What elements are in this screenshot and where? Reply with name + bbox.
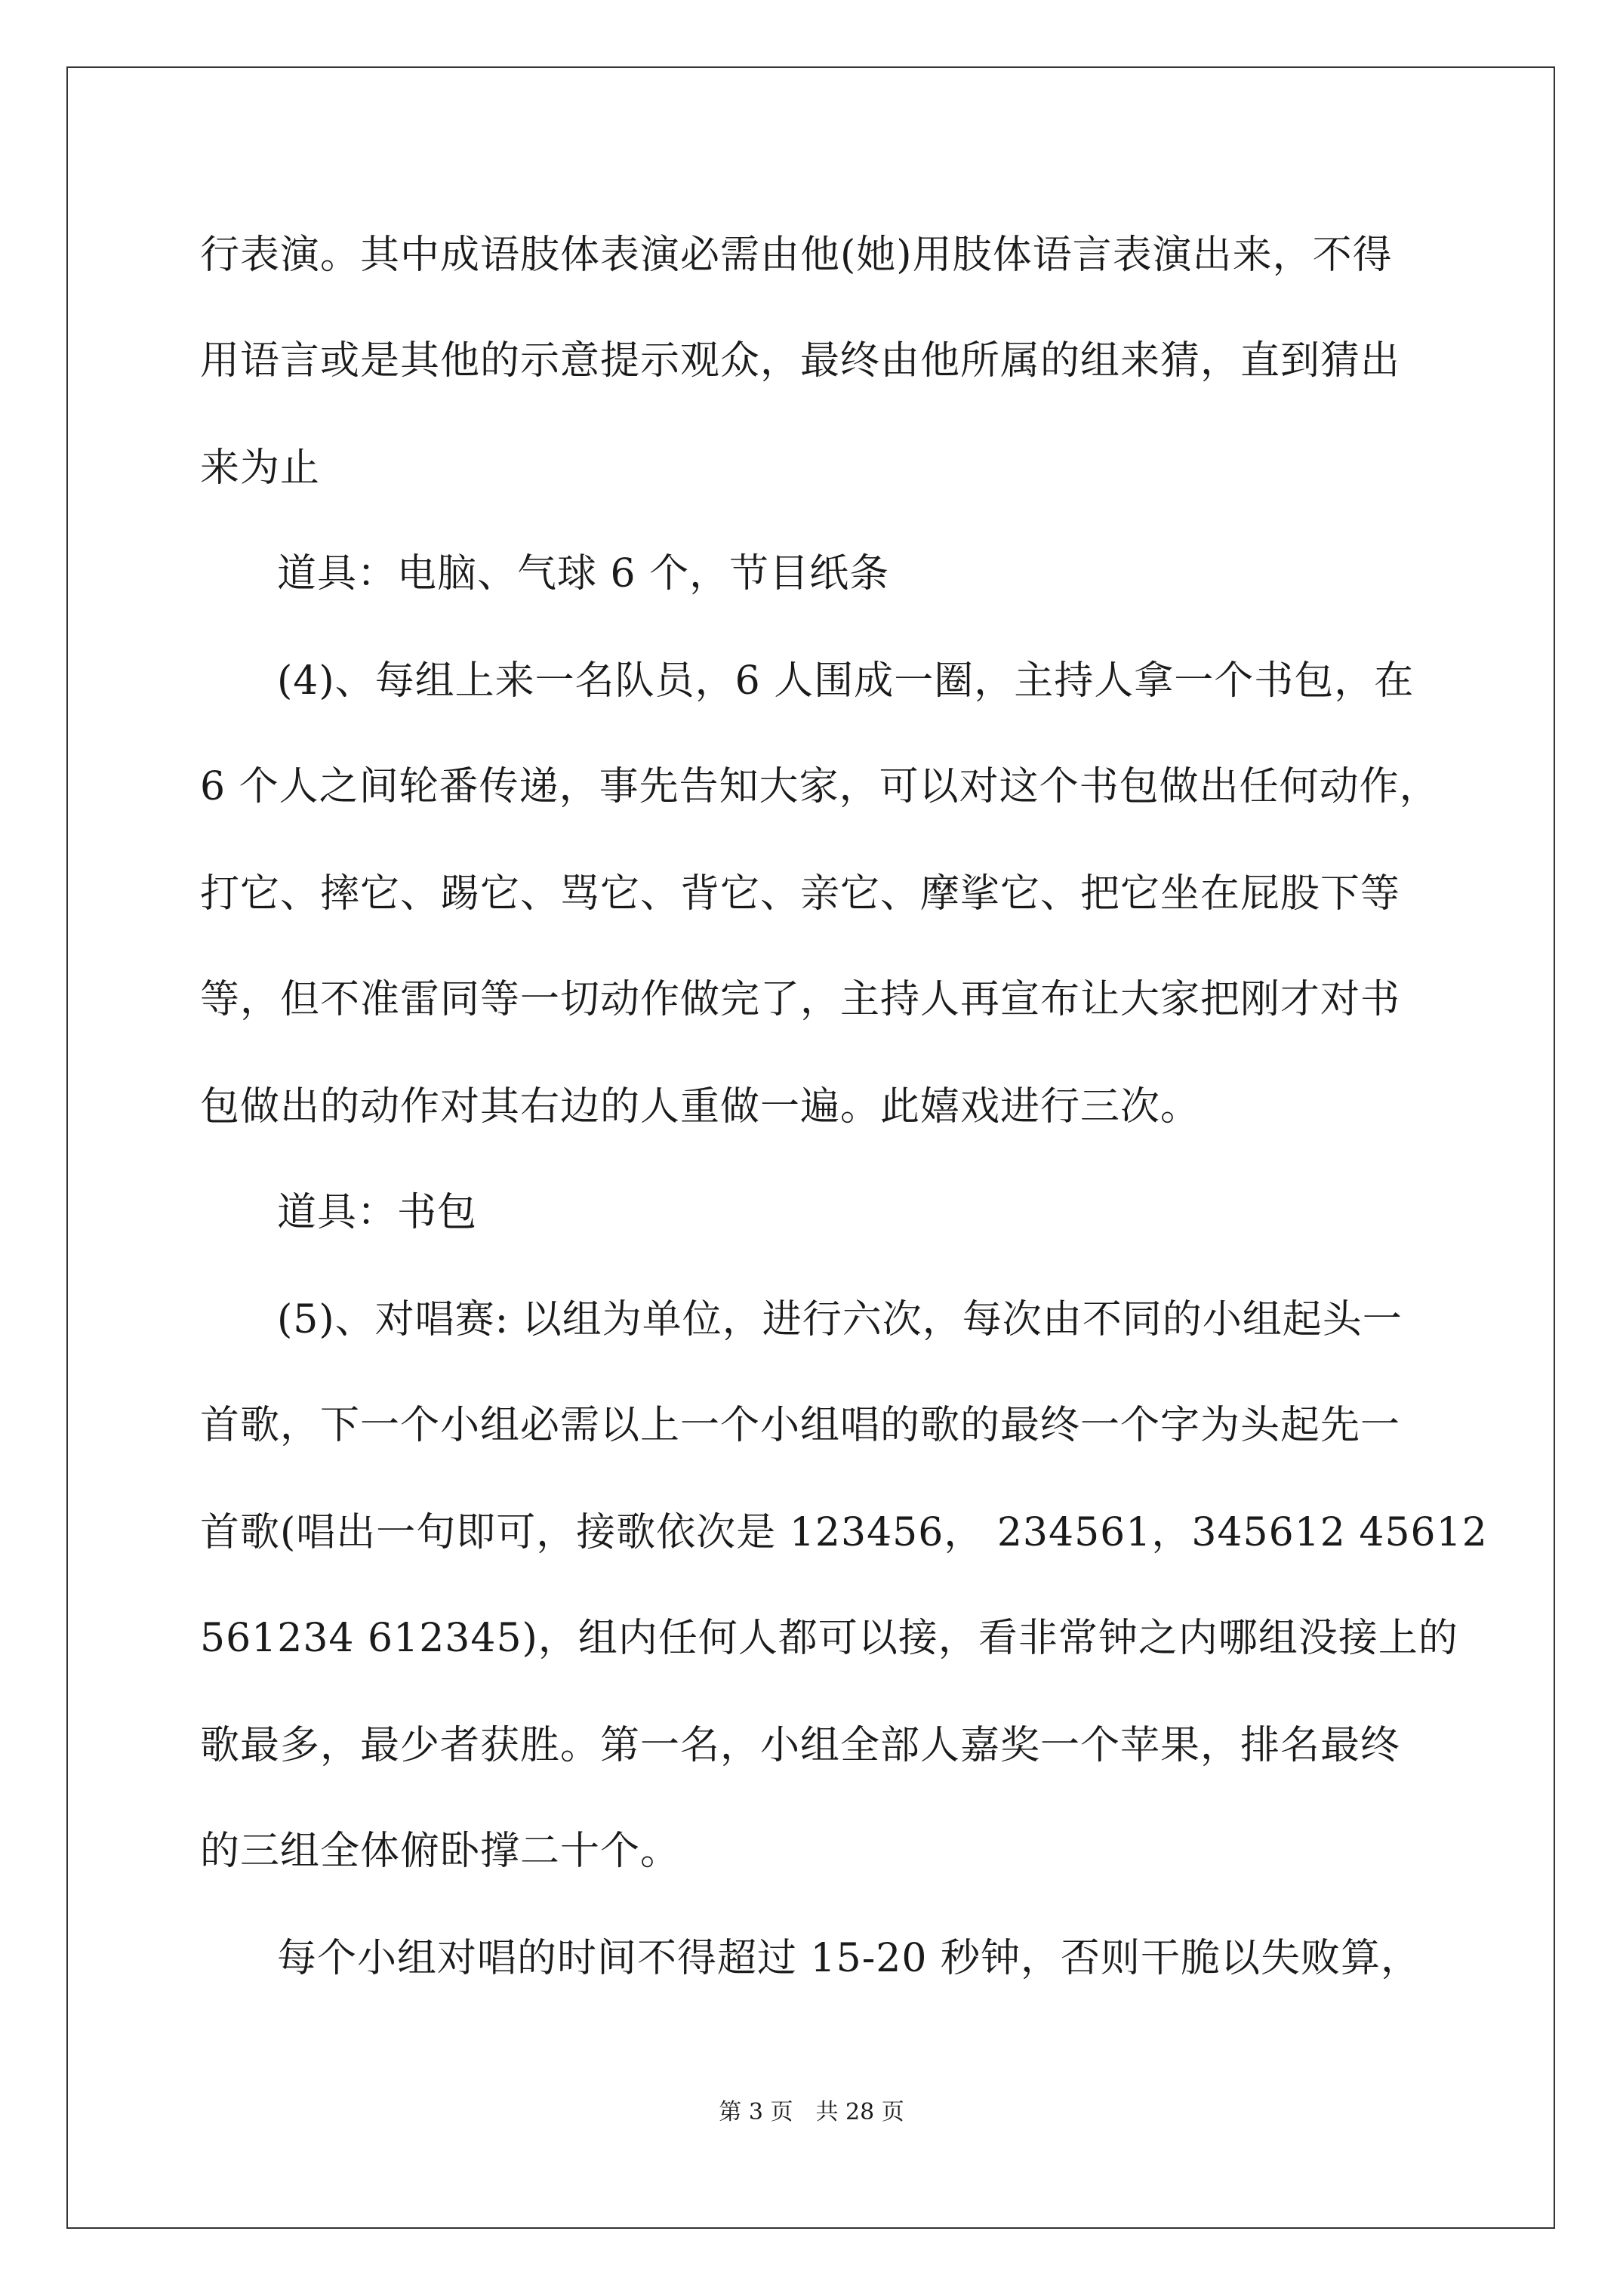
text-line: 6 个人之间轮番传递，事先告知大家，可以对这个书包做出任何动作， [200, 764, 1440, 809]
text-line: 首歌(唱出一句即可，接歌依次是 123456， 234561，345612 45612 [200, 1510, 1488, 1555]
text-line: 歌最多，最少者获胜。第一名，小组全部人嘉奖一个苹果，排名最终 [200, 1723, 1401, 1768]
page-border [66, 66, 1555, 2229]
text-line: 首歌，下一个小组必需以上一个小组唱的歌的最终一个字为头起先一 [200, 1403, 1401, 1448]
text-line: (4)、每组上来一名队员，6 人围成一圈，主持人拿一个书包，在 [277, 658, 1415, 704]
text-line: 561234 612345)，组内任何人都可以接，看非常钟之内哪组没接上的 [200, 1616, 1458, 1661]
text-line: 道具：电脑、气球 6 个，节目纸条 [277, 551, 890, 596]
text-line: (5)、对唱赛: 以组为单位，进行六次，每次由不同的小组起头一 [277, 1297, 1403, 1342]
text-line: 来为止 [200, 445, 321, 491]
text-line: 等，但不准雷同等一切动作做完了，主持人再宣布让大家把刚才对书 [200, 977, 1401, 1022]
text-line: 每个小组对唱的时间不得超过 15-20 秒钟，否则干脆以失败算， [277, 1936, 1421, 1981]
text-line: 打它、摔它、踢它、骂它、背它、亲它、摩挲它、把它坐在屁股下等 [200, 871, 1401, 917]
text-line: 包做出的动作对其右边的人重做一遍。此嬉戏进行三次。 [200, 1084, 1201, 1130]
text-line: 用语言或是其他的示意提示观众，最终由他所属的组来猜，直到猜出 [200, 338, 1401, 384]
page-number-label: 第 3 页 共 28 页 [719, 2099, 904, 2125]
text-line: 道具：书包 [277, 1190, 478, 1235]
text-line: 的三组全体俯卧撑二十个。 [200, 1829, 681, 1874]
text-line: 行表演。其中成语肢体表演必需由他(她)用肢体语言表演出来，不得 [200, 233, 1393, 278]
page-footer [0, 2099, 1623, 2126]
